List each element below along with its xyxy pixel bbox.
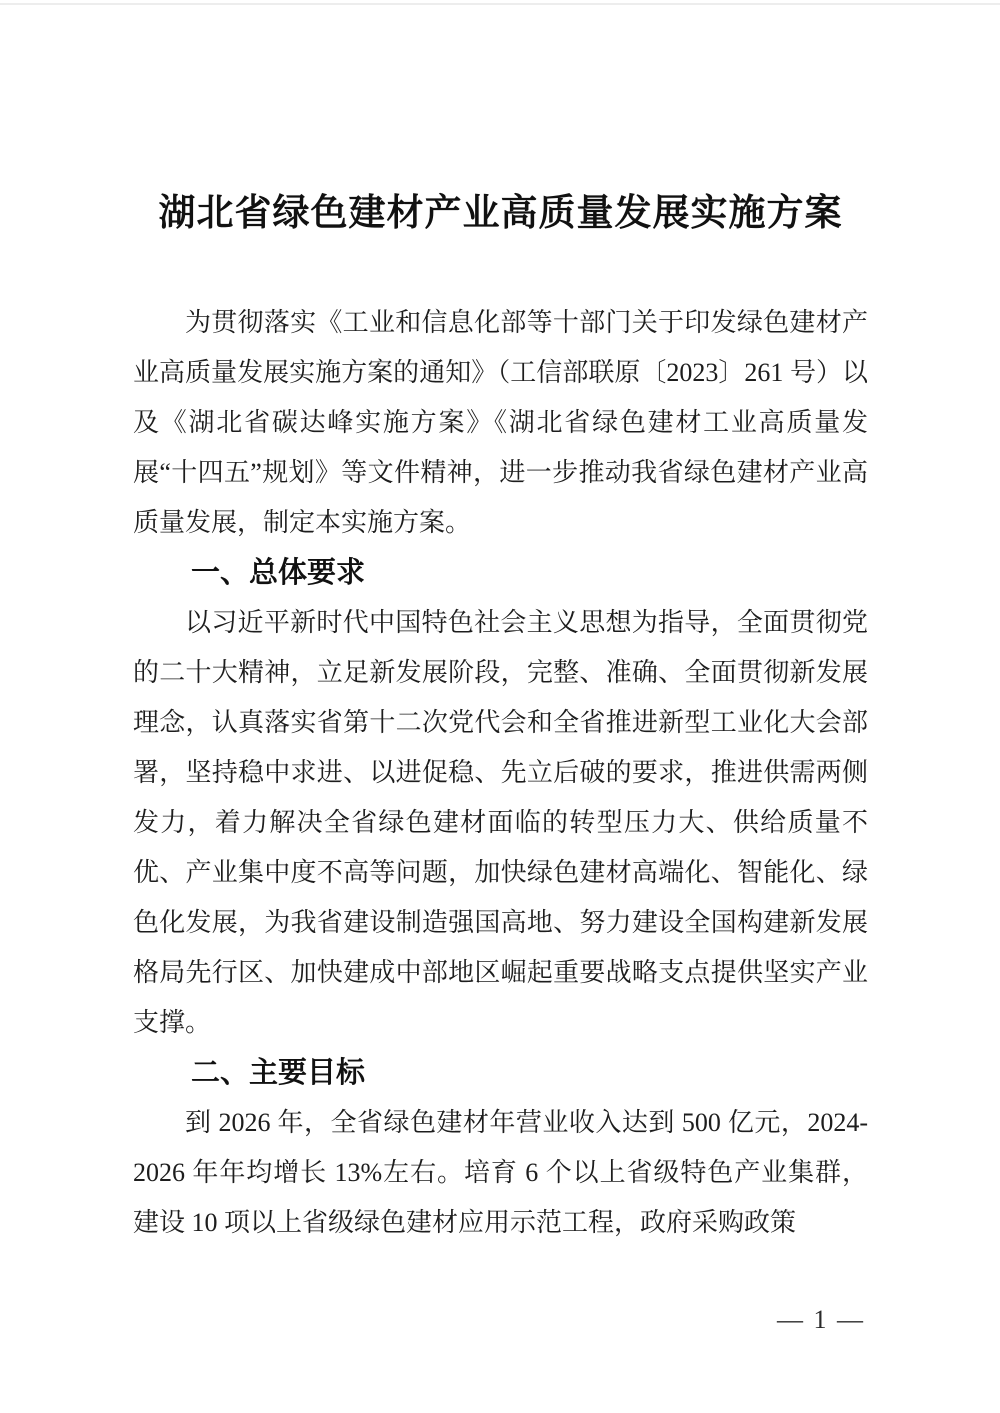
page-number: — 1 — <box>777 1305 865 1334</box>
section-heading-overall-requirements: 一、总体要求 <box>191 557 366 589</box>
section-body-overall-requirements: 以习近平新时代中国特色社会主义思想为指导，全面贯彻党的二十大精神，立足新发展阶段，完整、准确、全面贯彻新发展理念，认真落实省第十二次党代会和全省推进新型工业化大会部署，坚持稳中求进、以进促稳、先立后破的要求，推进供需两侧发力，着力解决全省绿色建材面临的转型压力大、供给质量不优、产业集中度不高等问题，加快绿色建材高端化、智能化、绿色化发展，为我省建设制造强国高地、努力建设全国构建新发展格局先行区、加快建成中部地区崛起重要战略支点提供坚实产业支撑。 <box>133 608 868 1037</box>
section-heading-main-goals: 二、主要目标 <box>191 1057 366 1089</box>
section-body-main-goals: 到 2026 年，全省绿色建材年营业收入达到 500 亿元，2024-2026 年年均增长 13%左右。培育 6 个以上省级特色产业集群，建设 10 项以上省级绿色建材应用示范工程，政府采购政策 <box>133 1108 868 1237</box>
document-body <box>0 188 1000 1248</box>
intro-paragraph: 为贯彻落实《工业和信息化部等十部门关于印发绿色建材产业高质量发展实施方案的通知》（工信部联原〔2023〕261 号）以及《湖北省碳达峰实施方案》《湖北省绿色建材工业高质量发展“十四五”规划》等文件精神，进一步推动我省绿色建材产业高质量发展，制定本实施方案。 <box>133 308 868 537</box>
page-title: 湖北省绿色建材产业高质量发展实施方案 <box>158 192 843 233</box>
scan-edge-artifact <box>0 3 1000 5</box>
